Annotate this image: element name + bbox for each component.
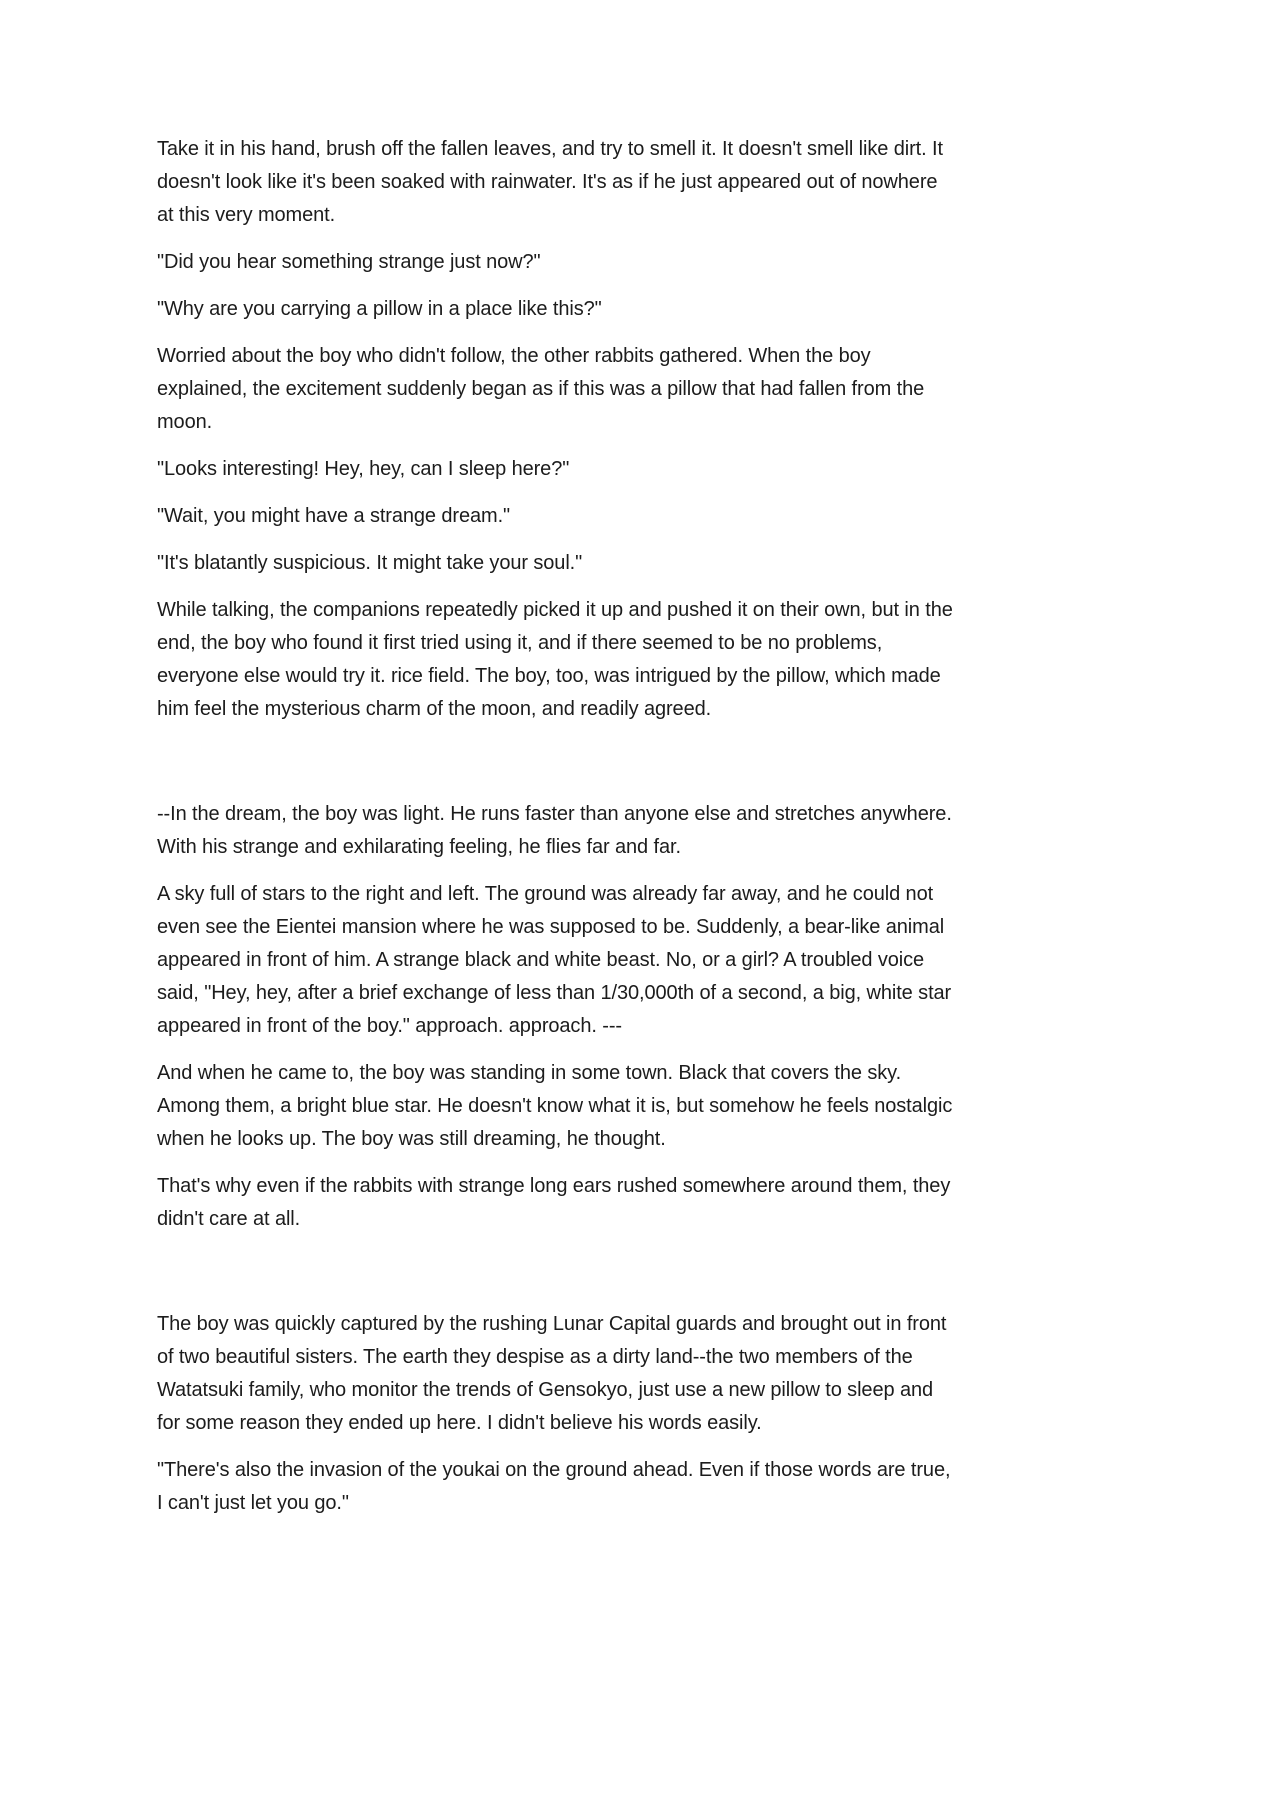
paragraph-when-he-came-to: And when he came to, the boy was standing in some town. Black that covers the sky. Among them, a bright blue star. He doesn't know what it is, but somehow he feels nostalgic when he looks up. The boy was still dreaming, he thought. [157, 1062, 958, 1150]
paragraph-quote-blatantly-suspicious: "It's blatantly suspicious. It might take your soul." [157, 552, 583, 574]
document-content [157, 133, 959, 1534]
empty-line [157, 740, 955, 784]
paragraph-quote-youkai-invasion: "There's also the invasion of the youkai on the ground ahead. Even if those words are true, I can't just let you go." [157, 1459, 956, 1514]
empty-line [157, 1250, 955, 1294]
paragraph-boy-captured: The boy was quickly captured by the rushing Lunar Capital guards and brought out in front of two beautiful sisters. The earth they despise as a dirty land--the two members of the Watatsuki family, who monitor the trends of Gensokyo, just use a new pillow to sleep and for some reason they ended up here. I didn't believe his words easily. [157, 1313, 952, 1434]
paragraph-in-the-dream: --In the dream, the boy was light. He runs faster than anyone else and stretches anywhere. With his strange and exhilarating feeling, he flies far and far. [157, 803, 958, 858]
paragraph-worried-about-boy: Worried about the boy who didn't follow, the other rabbits gathered. When the boy explained, the excitement suddenly began as if this was a pillow that had fallen from the moon. [157, 345, 930, 433]
paragraph-quote-looks-interesting: "Looks interesting! Hey, hey, can I sleep here?" [157, 458, 570, 480]
paragraph-thats-why-rabbits: That's why even if the rabbits with strange long ears rushed somewhere around them, they didn't care at all. [157, 1175, 956, 1230]
paragraph-take-it-in-hand: Take it in his hand, brush off the fallen leaves, and try to smell it. It doesn't smell like dirt. It doesn't look like it's been soaked with rainwater. It's as if he just appeared out of nowhere at this very moment. [157, 138, 949, 226]
paragraph-sky-full-of-stars: A sky full of stars to the right and left. The ground was already far away, and he could not even see the Eientei mansion where he was supposed to be. Suddenly, a bear-like animal appeared in front of him. A strange black and white beast. No, or a girl? A troubled voice said, "Hey, hey, after a brief exchange of less than 1/30,000th of a second, a big, white star appeared in front of the boy." approach. approach. --- [157, 883, 957, 1037]
paragraph-quote-hear-strange: "Did you hear something strange just now?" [157, 251, 541, 273]
paragraph-quote-strange-dream: "Wait, you might have a strange dream." [157, 505, 511, 527]
paragraph-quote-carrying-pillow: "Why are you carrying a pillow in a place like this?" [157, 298, 602, 320]
paragraph-while-talking: While talking, the companions repeatedly picked it up and pushed it on their own, but in the end, the boy who found it first tried using it, and if there seemed to be no problems, everyone else would try it. rice field. The boy, too, was intrigued by the pillow, which made him feel the mysterious charm of the moon, and readily agreed. [157, 599, 959, 720]
